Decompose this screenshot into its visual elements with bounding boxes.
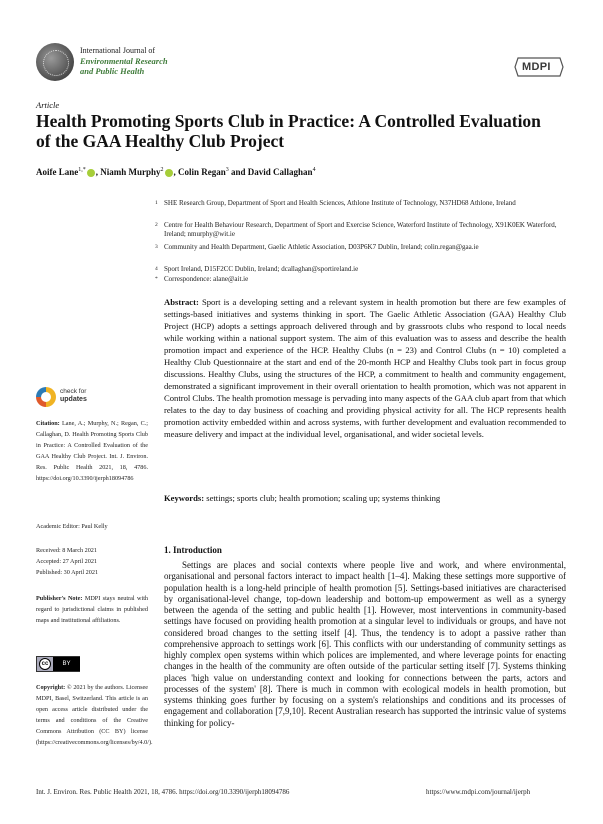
citation-text: Lane, A.; Murphy, N.; Regan, C.; Callaghan, D. Health Promoting Sports Club in Practice: A Controlled Evaluation of the GAA Healthy Club Project. Int. J. Environ. Res. Public Health 2021, 18, 4786. https://doi.org/10.3390/ijerph18094786	[36, 420, 148, 482]
author-name: David Callaghan	[247, 167, 313, 177]
affiliation-number: 2	[155, 222, 158, 228]
journal-logo	[36, 43, 74, 81]
cc-icon: cc	[39, 658, 51, 670]
published-date: Published: 30 April 2021	[36, 569, 99, 576]
journal-name-line2: Environmental Research	[80, 56, 168, 66]
mdpi-logo	[513, 56, 565, 78]
abstract-text: Sport is a developing setting and a relevant system in health promotion but there are few examples of settings-based initiatives and systems thinking in sport. The Gaelic Athletic Association (GAA) Healthy Club Project (HCP) adopts a settings approach delivered through and by grassroots clubs who respond to local needs while working within a national support system. The aim of this evaluation was to assess and describe the health promotion impact and experience of the HCP. Healthy Clubs (n = 23) and Control Clubs (n = 10) completed a Healthy Club Questionnaire at the start and end of the 20-month HCP and Healthy Clubs took part in focus group discussions. Healthy Clubs, using the structures of the HCP, a commitment to health and community engagement, demonstrated a significant improvement in their overall orientation to health promotion, which was not apparent in Control Clubs. The health promotion message is pervading into many aspects of the GAA club apart from that which relates to the day to day business of coaching and providing physical activity for all. The HCP represents health promotion activity embedded within and across systems, with further development and evaluation recommended to measure delivery and impact at the individual level, organisational, and wider societal levels.	[164, 297, 566, 439]
copyright-label: Copyright:	[36, 684, 66, 691]
citation-label: Citation:	[36, 420, 60, 427]
author-sup: 4	[312, 167, 316, 173]
author-name: Colin Regan	[178, 167, 226, 177]
affiliation-text: Correspondence: alane@ait.ie	[164, 275, 249, 283]
publisher-note	[36, 593, 148, 626]
introduction-text: Settings are places and social contexts where people live and work, and where environmental, organisational and personal factors interact to impact health [1–4]. Making these settings more supportive of population health is a long-held principle of health promotion [5]. Settings-based initiatives are characterised by organisational-level change, top-down leadership and bottom-up empowerment as well as a synergy between the agenda of the setting and public health [1]. However, most interventions in community-based settings have focused on providing health promotion at a singular level to individuals or groups, and have not considered broad changes to the setting itself [4]. Thus, the tendency is to adopt a passive rather than comprehensive approach to settings work [6]. This conflicts with our understanding of community settings as highly complex open systems within which polices are implemented, and where leverage points for enacting changes in the health of the community are often outside of the particular setting itself [7]. Systems thinking places 'high value on understanding context and looking for connections between the parts, actors and processes of the system' [8]. There is much in common with ecological models in health promotion, but systems thinking goes further by focusing on a system's relationships and conditions and its processes of engagement and collaboration [7,9,10]. Recent Australian research has supported the intrinsic value of systems thinking for policy-	[164, 560, 566, 728]
keywords	[164, 493, 566, 503]
abstract	[164, 296, 566, 440]
author-list: Aoife Lane$^{1,*}$ , Niamh Murphy$^2$ , Colin Regan$^3$ and David Callaghan$^4$	[36, 167, 316, 177]
footer-citation: Int. J. Environ. Res. Public Health 2021, 18, 4786. https://doi.org/10.3390/ijerph18094786	[36, 788, 290, 796]
affiliation	[155, 275, 564, 284]
citation-block	[36, 418, 148, 484]
copyright-block	[36, 682, 153, 748]
section-heading: 1. Introduction	[164, 545, 222, 555]
affiliation-text: Sport Ireland, D15F2CC Dublin, Ireland; dcallaghan@sportireland.ie	[164, 265, 359, 273]
publisher-note-label: Publisher's Note:	[36, 595, 83, 602]
affiliation	[155, 243, 564, 252]
affiliation	[155, 199, 564, 208]
affiliation-text: Community and Health Department, Gaelic Athletic Association, D03P6K7 Dublin, Ireland; colin.regan@gaa.ie	[164, 243, 479, 251]
orcid-icon[interactable]	[87, 169, 95, 177]
article-type: Article	[36, 100, 60, 110]
paper-title: Health Promoting Sports Club in Practice: A Controlled Evaluation of the GAA Healthy Club Project	[36, 111, 541, 151]
journal-name-line1: International Journal of	[80, 46, 156, 55]
author-sup: 3	[225, 167, 229, 173]
introduction-paragraph	[164, 560, 566, 729]
footer-journal-url[interactable]: https://www.mdpi.com/journal/ijerph	[426, 788, 531, 796]
academic-editor: Academic Editor: Paul Kelly	[36, 523, 108, 530]
author-sup: 1,*	[78, 167, 86, 173]
affiliation	[155, 221, 564, 239]
affiliation-number: 3	[155, 244, 158, 250]
author-name: Aoife Lane	[36, 167, 79, 177]
author-sup: 2	[160, 167, 164, 173]
check-updates-icon	[36, 387, 56, 407]
affiliation-text: SHE Research Group, Department of Sport and Health Sciences, Athlone Institute of Technology, N37HD68 Athlone, Ireland	[164, 199, 516, 207]
received-date: Received: 8 March 2021	[36, 547, 97, 554]
publisher-note-text: MDPI stays neutral with regard to jurisdictional claims in published maps and institutional affiliations.	[36, 595, 149, 624]
check-for-updates-badge[interactable]	[36, 385, 106, 411]
keywords-text: settings; sports club; health promotion; scaling up; systems thinking	[206, 493, 441, 503]
journal-name-line3: and Public Health	[80, 66, 145, 76]
affiliation-text: Centre for Health Behaviour Research, Department of Sport and Exercise Science, Waterford Institute of Technology, X91K0EK Waterford, Ireland; nmurphy@wit.ie	[164, 221, 557, 238]
cc-by-license-badge[interactable]	[36, 656, 80, 672]
check-updates-line2: updates	[60, 396, 87, 403]
accepted-date: Accepted: 27 April 2021	[36, 558, 98, 565]
affiliation-number: 4	[155, 266, 158, 272]
publisher-name: MDPI	[522, 61, 551, 73]
keywords-label: Keywords:	[164, 493, 205, 503]
orcid-icon[interactable]	[165, 169, 173, 177]
copyright-text: © 2021 by the authors. Licensee MDPI, Basel, Switzerland. This article is an open access article distributed under the terms and conditions of the Creative Commons Attribution (CC BY) license (https://creativecommons.org/licenses/by/4.0/).	[36, 684, 153, 746]
affiliation-number: 1	[155, 200, 158, 206]
affiliation	[155, 265, 564, 274]
author-name: Niamh Murphy	[100, 167, 161, 177]
check-updates-line1: check for	[60, 388, 87, 395]
abstract-label: Abstract:	[164, 297, 199, 307]
by-icon: BY	[53, 657, 80, 671]
affiliation-number: *	[155, 276, 158, 282]
